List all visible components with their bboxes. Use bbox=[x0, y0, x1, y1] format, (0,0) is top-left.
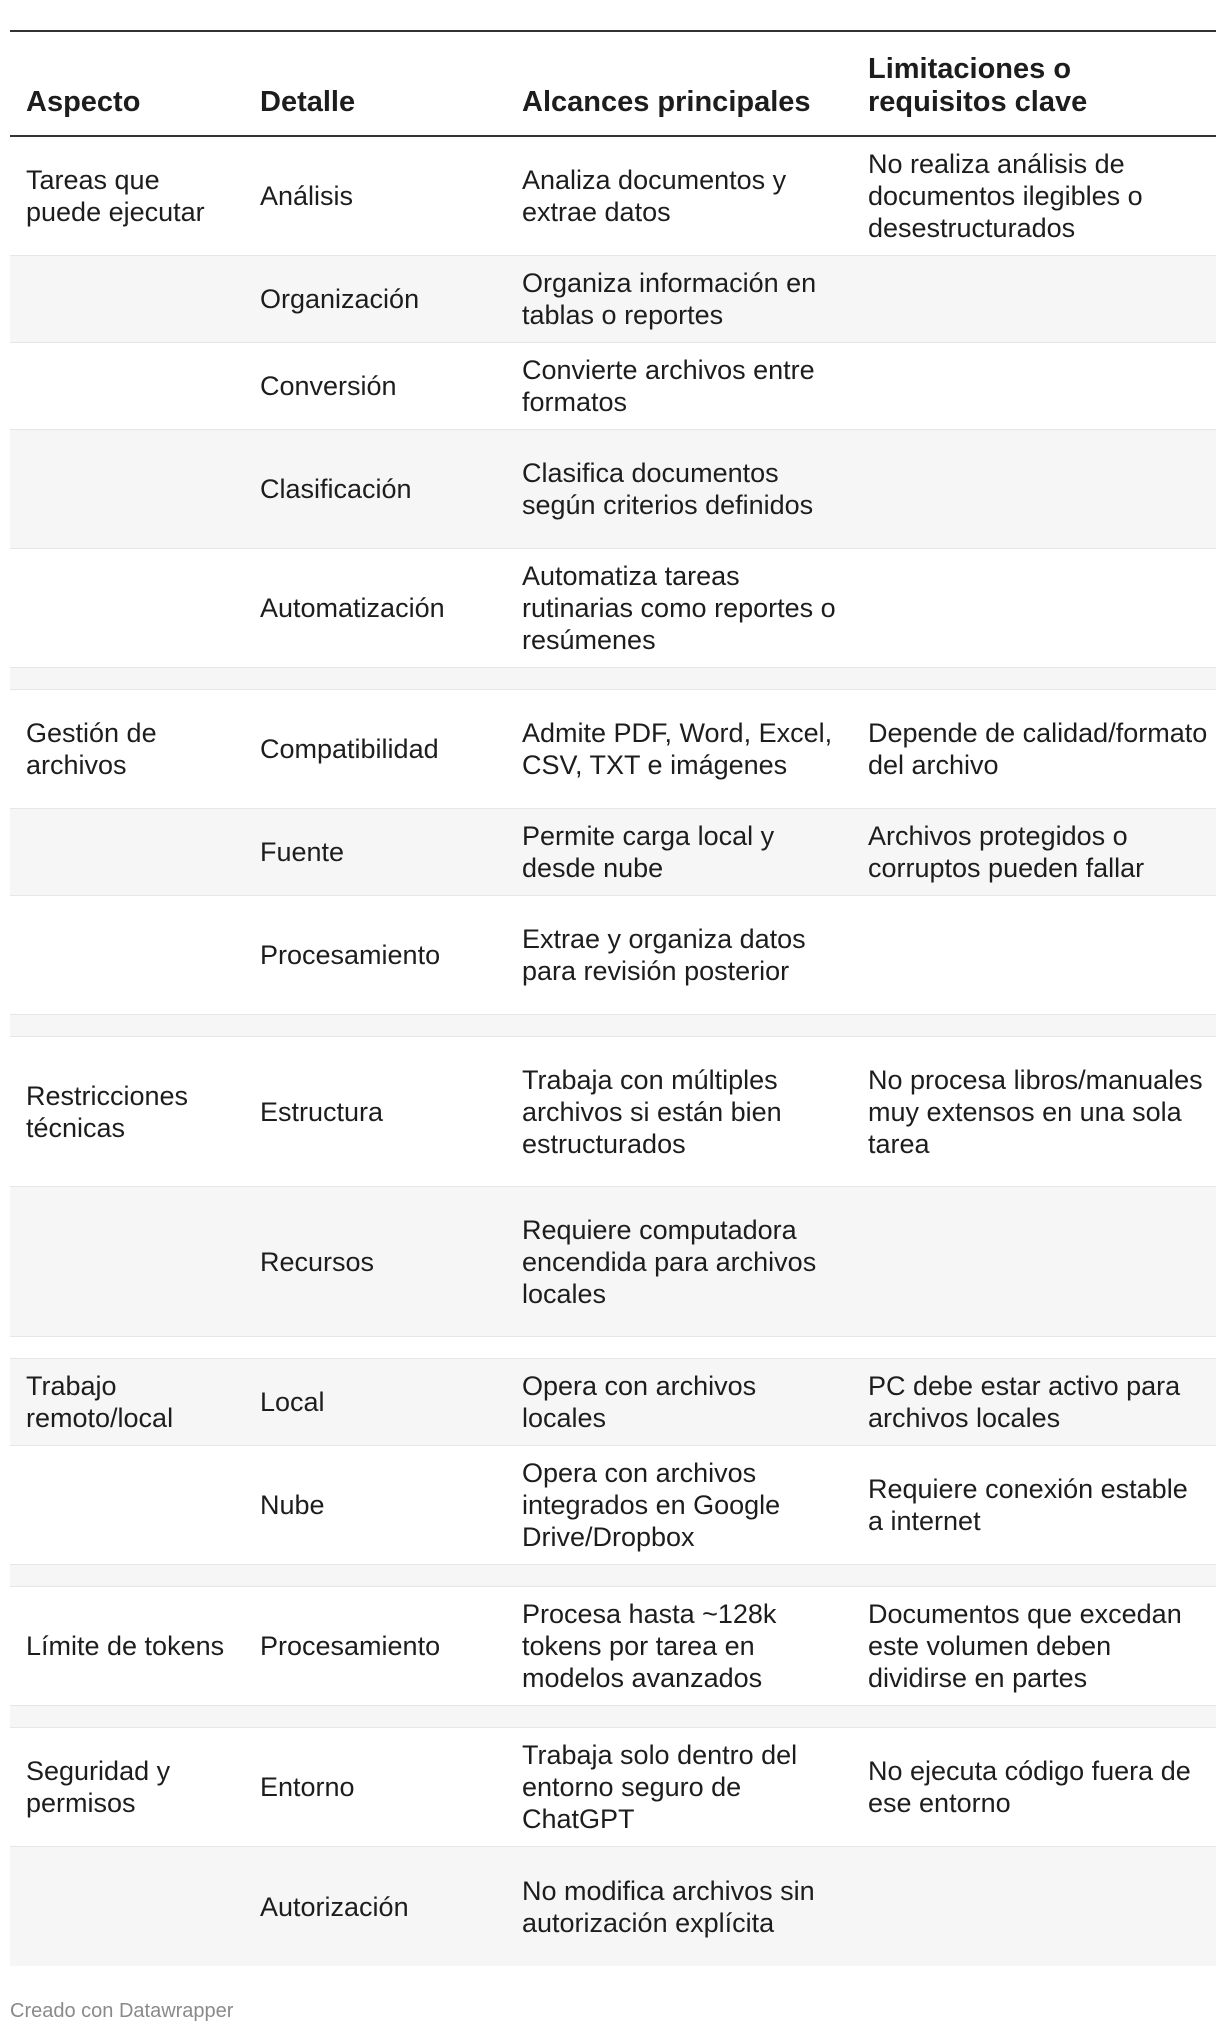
cell-detail: Fuente bbox=[260, 837, 345, 867]
table-header bbox=[10, 32, 1216, 137]
table-row bbox=[10, 1359, 1216, 1446]
cell-detail: Compatibilidad bbox=[260, 734, 439, 764]
cell-aspect: Tareas que puede ejecutar bbox=[26, 165, 205, 227]
cell-scope: Analiza documentos y extrae datos bbox=[522, 165, 787, 227]
table-row bbox=[10, 1037, 1216, 1187]
table-row bbox=[10, 690, 1216, 809]
cell-scope: Opera con archivos locales bbox=[522, 1371, 757, 1433]
cell-scope: Clasifica documentos según criterios definidos bbox=[522, 458, 814, 520]
cell-detail: Conversión bbox=[260, 371, 397, 401]
table-row bbox=[10, 1187, 1216, 1337]
table-row bbox=[10, 549, 1216, 668]
table-row bbox=[10, 1728, 1216, 1847]
cell-scope: Convierte archivos entre formatos bbox=[522, 355, 815, 417]
group-spacer bbox=[10, 1337, 1216, 1359]
table-row bbox=[10, 1446, 1216, 1565]
cell-detail: Nube bbox=[260, 1490, 325, 1520]
cell-detail: Automatización bbox=[260, 593, 445, 623]
table-row bbox=[10, 256, 1216, 343]
table-row bbox=[10, 430, 1216, 549]
cell-aspect: Seguridad y permisos bbox=[26, 1756, 171, 1818]
cell-limits: No realiza análisis de documentos ilegibles o desestructurados bbox=[868, 149, 1143, 243]
header-alcances[interactable]: Alcances principales bbox=[522, 86, 811, 118]
cell-detail: Organización bbox=[260, 284, 420, 314]
header-limitaciones[interactable]: Limitaciones o requisitos clave bbox=[868, 53, 1088, 118]
cell-limits: No ejecuta código fuera de ese entorno bbox=[868, 1756, 1191, 1818]
cell-detail: Recursos bbox=[260, 1246, 375, 1277]
cell-detail: Procesamiento bbox=[260, 940, 441, 970]
cell-scope: Automatiza tareas rutinarias como reportes o resúmenes bbox=[522, 561, 836, 655]
header-detalle[interactable]: Detalle bbox=[260, 86, 356, 118]
cell-aspect: Restricciones técnicas bbox=[26, 1080, 189, 1143]
data-table bbox=[10, 30, 1216, 1966]
cell-scope: No modifica archivos sin autorización explícita bbox=[522, 1875, 815, 1938]
cell-detail: Clasificación bbox=[260, 474, 412, 504]
cell-limits: PC debe estar activo para archivos locales bbox=[868, 1371, 1181, 1433]
group-spacer bbox=[10, 1706, 1216, 1728]
cell-detail: Procesamiento bbox=[260, 1631, 441, 1661]
cell-limits: Depende de calidad/formato del archivo bbox=[868, 718, 1208, 780]
cell-scope: Opera con archivos integrados en Google Drive/Dropbox bbox=[522, 1458, 781, 1552]
cell-scope: Trabaja solo dentro del entorno seguro de ChatGPT bbox=[522, 1740, 798, 1834]
table-row bbox=[10, 1847, 1216, 1966]
cell-scope: Admite PDF, Word, Excel, CSV, TXT e imágenes bbox=[522, 718, 833, 780]
footer-credit[interactable]: Creado con Datawrapper bbox=[10, 2000, 234, 2022]
group-spacer bbox=[10, 1565, 1216, 1587]
cell-detail: Estructura bbox=[260, 1096, 384, 1127]
cell-aspect: Gestión de archivos bbox=[26, 718, 157, 780]
table-row bbox=[10, 1587, 1216, 1706]
table-row bbox=[10, 343, 1216, 430]
cell-detail: Análisis bbox=[260, 181, 354, 211]
cell-scope: Organiza información en tablas o reportes bbox=[522, 268, 817, 330]
cell-scope: Requiere computadora encendida para archivos locales bbox=[522, 1214, 817, 1309]
cell-limits: Requiere conexión estable a internet bbox=[868, 1474, 1188, 1536]
cell-aspect: Trabajo remoto/local bbox=[26, 1371, 174, 1433]
group-spacer bbox=[10, 1015, 1216, 1037]
cell-limits: No procesa libros/manuales muy extensos en una sola tarea bbox=[868, 1064, 1203, 1159]
header-aspecto[interactable]: Aspecto bbox=[26, 86, 141, 118]
cell-detail: Entorno bbox=[260, 1772, 355, 1802]
cell-detail: Autorización bbox=[260, 1891, 409, 1922]
cell-limits: Documentos que excedan este volumen deben dividirse en partes bbox=[868, 1599, 1182, 1693]
table-row bbox=[10, 137, 1216, 256]
cell-detail: Local bbox=[260, 1387, 325, 1417]
cell-scope: Procesa hasta ~128k tokens por tarea en modelos avanzados bbox=[522, 1599, 777, 1693]
table-row bbox=[10, 896, 1216, 1015]
cell-scope: Extrae y organiza datos para revisión posterior bbox=[522, 924, 806, 986]
table-row bbox=[10, 809, 1216, 896]
cell-aspect: Límite de tokens bbox=[26, 1631, 225, 1661]
cell-scope: Permite carga local y desde nube bbox=[522, 821, 775, 883]
cell-limits: Archivos protegidos o corruptos pueden fallar bbox=[868, 821, 1145, 883]
cell-scope: Trabaja con múltiples archivos si están bien estructurados bbox=[522, 1064, 782, 1159]
group-spacer bbox=[10, 668, 1216, 690]
